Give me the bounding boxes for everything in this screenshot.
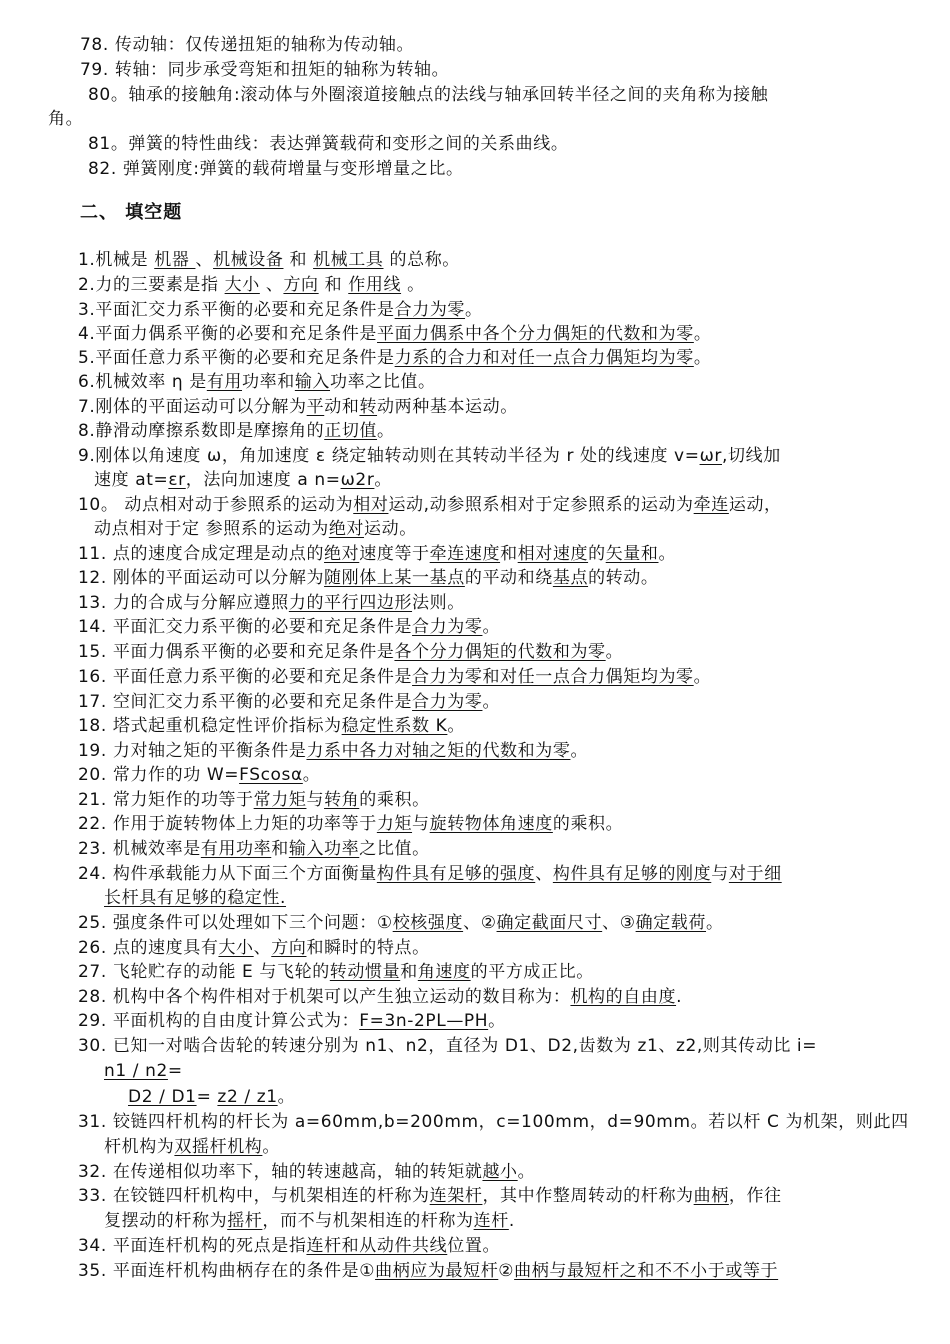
line-text: 1.机械是 bbox=[78, 250, 155, 270]
line-text: 19. 力对轴之矩的平衡条件是 bbox=[78, 741, 307, 761]
answer-blank: 合力为零和对任一点合力偶矩均为零 bbox=[412, 667, 694, 687]
line-text: 2.力的三要素是指 bbox=[78, 275, 225, 295]
line-text: 的总称。 bbox=[383, 250, 460, 270]
line-text: 5.平面任意力系平衡的必要和充足条件是 bbox=[78, 348, 395, 368]
text-line bbox=[78, 837, 430, 861]
line-text: 18. 塔式起重机稳定性评价指标为 bbox=[78, 716, 342, 736]
answer-blank: n1 / n2 bbox=[104, 1061, 168, 1081]
answer-blank: FScosα bbox=[239, 765, 303, 785]
answer-blank: 构件具有足够的强度 bbox=[376, 864, 536, 884]
text-line bbox=[104, 886, 286, 910]
answer-blank: 校核强度 bbox=[392, 913, 464, 933]
answer-blank: 牵连速度 bbox=[429, 544, 501, 564]
answer-blank: 合力为零 bbox=[412, 692, 483, 712]
answer-blank: 大小 bbox=[224, 275, 260, 295]
line-text: = bbox=[196, 1087, 218, 1107]
line-text: . bbox=[508, 1211, 515, 1231]
line-text: 和 bbox=[500, 544, 518, 564]
text-line bbox=[104, 1059, 183, 1083]
line-text: . bbox=[676, 987, 683, 1007]
answer-blank: 常力矩 bbox=[253, 790, 307, 810]
text-line bbox=[78, 395, 518, 419]
answer-blank: 连杆 bbox=[473, 1211, 509, 1231]
text-line bbox=[78, 248, 460, 272]
answer-blank: 方向 bbox=[271, 938, 307, 958]
line-text: 。 bbox=[488, 1011, 506, 1031]
line-text: 32. 在传递相似功率下，轴的转速越高，轴的转矩就 bbox=[78, 1162, 483, 1182]
answer-blank: 作用线 bbox=[348, 275, 402, 295]
answer-blank: 对于细 bbox=[728, 864, 782, 884]
text-line bbox=[80, 33, 414, 57]
text-line bbox=[78, 960, 594, 984]
line-text: 速度等于 bbox=[359, 544, 430, 564]
line-text: 。 bbox=[377, 421, 395, 441]
section-heading bbox=[80, 201, 182, 225]
line-text: 、 bbox=[259, 275, 284, 295]
answer-blank: 平 bbox=[306, 397, 325, 417]
line-text: 35. 平面连杆机构曲柄存在的条件是① bbox=[78, 1261, 376, 1281]
line-text: 13. 力的合成与分解应遵照 bbox=[78, 593, 289, 613]
line-text: 11. 点的速度合成定理是动点的 bbox=[78, 544, 325, 564]
line-text: 29. 平面机构的自由度计算公式为： bbox=[78, 1011, 360, 1031]
text-line bbox=[78, 542, 676, 566]
answer-blank: 转动惯量 bbox=[329, 962, 401, 982]
line-text: 复摆动的杆称为 bbox=[104, 1211, 228, 1231]
answer-blank: 合力为零 bbox=[394, 300, 466, 320]
text-line bbox=[78, 739, 588, 763]
answer-blank: 有用功率 bbox=[200, 839, 272, 859]
line-text: 79. 转轴：同步承受弯矩和扭矩的轴称为转轴。 bbox=[80, 60, 450, 80]
line-text: 33. 在铰链四杆机构中，与机架相连的杆称为 bbox=[78, 1186, 430, 1206]
answer-blank: D2 / D1 bbox=[128, 1087, 197, 1107]
line-text: ，而不与机架相连的杆称为 bbox=[262, 1211, 474, 1231]
text-line bbox=[78, 419, 395, 443]
text-line bbox=[78, 1009, 506, 1033]
line-text: 和 bbox=[271, 839, 289, 859]
line-text: 。 bbox=[570, 741, 589, 761]
answer-blank: 曲柄应为最短杆 bbox=[375, 1261, 499, 1281]
line-text: ，作往 bbox=[728, 1186, 782, 1206]
text-line bbox=[78, 862, 782, 886]
answer-blank: 力矩 bbox=[376, 814, 413, 834]
line-text: 15. 平面力偶系平衡的必要和充足条件是 bbox=[78, 642, 395, 662]
text-line bbox=[94, 468, 392, 492]
answer-blank: 双摇杆机构 bbox=[174, 1137, 263, 1157]
answer-blank: 基点 bbox=[552, 568, 589, 588]
line-text: 25. 强度条件可以处理如下三个问题：① bbox=[78, 913, 393, 933]
line-text: 7.刚体的平面运动可以分解为 bbox=[78, 397, 307, 417]
line-text: 二、 填空题 bbox=[80, 202, 183, 223]
text-line bbox=[78, 1259, 778, 1283]
text-line bbox=[78, 493, 782, 517]
line-text: 与 bbox=[412, 814, 430, 834]
line-text: 。 bbox=[465, 300, 483, 320]
answer-blank: ωr bbox=[699, 446, 722, 466]
line-text: 运动。 bbox=[364, 519, 417, 539]
answer-blank: 摇杆 bbox=[227, 1211, 263, 1231]
answer-blank: ω2r bbox=[340, 470, 375, 490]
line-text: 。 bbox=[605, 642, 624, 662]
answer-blank: 曲柄与最短杆之和不不小于或等于 bbox=[514, 1261, 779, 1281]
line-text: 和 bbox=[400, 962, 418, 982]
line-text: 12. 刚体的平面运动可以分解为 bbox=[78, 568, 325, 588]
line-text: 。 bbox=[693, 667, 712, 687]
line-text: 8.静滑动摩擦系数即是摩擦角的 bbox=[78, 421, 325, 441]
line-text: 81。弹簧的特性曲线：表达弹簧载荷和变形之间的关系曲线。 bbox=[88, 134, 569, 154]
line-text: 14. 平面汇交力系平衡的必要和充足条件是 bbox=[78, 617, 413, 637]
answer-blank: 确定载荷 bbox=[635, 913, 707, 933]
answer-blank: 输入 bbox=[294, 372, 331, 392]
text-line bbox=[78, 615, 500, 639]
text-line bbox=[104, 1135, 280, 1159]
line-text: 3.平面汇交力系平衡的必要和充足条件是 bbox=[78, 300, 395, 320]
answer-blank: 力的平行四边形 bbox=[288, 593, 413, 613]
line-text: 17. 空间汇交力系平衡的必要和充足条件是 bbox=[78, 692, 413, 712]
line-text: 与 bbox=[711, 864, 729, 884]
text-line bbox=[80, 58, 449, 82]
line-text: 。 bbox=[447, 716, 466, 736]
line-text: 22. 作用于旋转物体上力矩的功率等于 bbox=[78, 814, 377, 834]
line-text: 和 bbox=[283, 250, 314, 270]
line-text: 。 bbox=[482, 692, 501, 712]
answer-blank: εr bbox=[168, 470, 186, 490]
line-text: 23. 机械效率是 bbox=[78, 839, 201, 859]
line-text: 。 bbox=[401, 275, 425, 295]
line-text: 。 bbox=[262, 1137, 281, 1157]
line-text: 功率之比值。 bbox=[330, 372, 436, 392]
answer-blank: 随刚体上某一基点 bbox=[324, 568, 465, 588]
answer-blank: 越小 bbox=[482, 1162, 518, 1182]
text-line bbox=[48, 107, 83, 131]
text-line bbox=[78, 1110, 909, 1134]
answer-blank: 有用 bbox=[206, 372, 243, 392]
answer-blank: 相对 bbox=[353, 495, 389, 515]
line-text: 。 bbox=[482, 617, 501, 637]
line-text: 。 bbox=[706, 913, 724, 933]
line-text: 、 bbox=[253, 938, 272, 958]
line-text: 位置。 bbox=[447, 1236, 501, 1256]
answer-blank: 正切值 bbox=[324, 421, 378, 441]
line-text: 。 bbox=[658, 544, 677, 564]
line-text: 27. 飞轮贮存的动能 E 与飞轮的 bbox=[78, 962, 330, 982]
answer-blank: 转角 bbox=[324, 790, 360, 810]
answer-blank: 平面力偶系中各个分力偶矩的代数和为零 bbox=[377, 324, 694, 344]
text-line bbox=[78, 911, 724, 935]
text-line bbox=[104, 1209, 515, 1233]
line-text: 、 bbox=[195, 250, 214, 270]
answer-blank: 机器 bbox=[154, 250, 196, 270]
line-text: 26. 点的速度具有 bbox=[78, 938, 219, 958]
line-text: ，法向加速度 a n= bbox=[185, 470, 341, 490]
line-text: 和 bbox=[318, 275, 349, 295]
line-text: 30. 已知一对啮合齿轮的转速分别为 n1、n2，直径为 D1、D2,齿数为 z1、z2,则其传动比 i= bbox=[78, 1036, 818, 1056]
answer-blank: 相对速度 bbox=[517, 544, 589, 564]
answer-blank: 输入功率 bbox=[288, 839, 360, 859]
text-line bbox=[78, 298, 483, 322]
line-text: 80。轴承的接触角:滚动体与外圈滚道接触点的法线与轴承回转半径之间的夹角称为接触 bbox=[88, 85, 769, 105]
text-line bbox=[78, 763, 320, 787]
text-line bbox=[78, 273, 425, 297]
line-text: 功率和 bbox=[242, 372, 295, 392]
answer-blank: 机械设备 bbox=[213, 250, 284, 270]
line-text: 。 bbox=[517, 1162, 536, 1182]
line-text: 、 bbox=[535, 864, 553, 884]
line-text: 24. 构件承载能力从下面三个方面衡量 bbox=[78, 864, 377, 884]
answer-blank: 方向 bbox=[283, 275, 319, 295]
text-line bbox=[78, 788, 430, 812]
line-text: 与 bbox=[306, 790, 325, 810]
line-text: 杆机构为 bbox=[104, 1137, 175, 1157]
answer-blank: 力系中各力对轴之矩的代数和为零 bbox=[306, 741, 571, 761]
line-text: 4.平面力偶系平衡的必要和充足条件是 bbox=[78, 324, 378, 344]
answer-blank: 大小 bbox=[218, 938, 254, 958]
line-text: 的转动。 bbox=[588, 568, 659, 588]
text-line bbox=[78, 1234, 500, 1258]
line-text: 法则。 bbox=[412, 593, 465, 613]
line-text: 动点相对于定 参照系的运动为 bbox=[94, 519, 329, 539]
text-line bbox=[78, 322, 711, 346]
line-text: 运动,动参照系相对于定参照系的运动为 bbox=[388, 495, 694, 515]
line-text: 。 bbox=[693, 324, 712, 344]
answer-blank: F=3n-2PL—PH bbox=[359, 1011, 489, 1031]
answer-blank: 连杆和从动件共线 bbox=[306, 1236, 448, 1256]
line-text: 20. 常力作的功 W= bbox=[78, 765, 240, 785]
answer-blank: 牵连 bbox=[693, 495, 729, 515]
line-text: 28. 机构中各个构件相对于机架可以产生独立运动的数目称为： bbox=[78, 987, 571, 1007]
text-line bbox=[78, 665, 711, 689]
text-line bbox=[78, 714, 465, 738]
answer-blank: 力系的合力和对任一点合力偶矩均为零 bbox=[394, 348, 694, 368]
text-line bbox=[78, 1034, 817, 1058]
line-text: 78. 传动轴：仅传递扭矩的轴称为传动轴。 bbox=[80, 35, 415, 55]
line-text: 、② bbox=[463, 913, 497, 933]
line-text: 动和 bbox=[324, 397, 360, 417]
text-line bbox=[88, 157, 464, 181]
line-text: 和瞬时的特点。 bbox=[306, 938, 430, 958]
text-line bbox=[78, 1184, 782, 1208]
line-text: = bbox=[167, 1061, 183, 1081]
line-text: 16. 平面任意力系平衡的必要和充足条件是 bbox=[78, 667, 413, 687]
line-text: 运动， bbox=[728, 495, 782, 515]
line-text: 动两种基本运动。 bbox=[377, 397, 518, 417]
line-text: 82. 弹簧刚度:弹簧的载荷增量与变形增量之比。 bbox=[88, 159, 464, 179]
answer-blank: z2 / z1 bbox=[217, 1087, 278, 1107]
line-text: 角。 bbox=[48, 109, 84, 129]
line-text: 。 bbox=[693, 348, 712, 368]
line-text: 、③ bbox=[602, 913, 636, 933]
text-line bbox=[88, 83, 768, 107]
answer-blank: 稳定性系数 K bbox=[341, 716, 448, 736]
text-line bbox=[78, 812, 623, 836]
answer-blank: 角速度 bbox=[417, 962, 471, 982]
text-line bbox=[94, 517, 417, 541]
text-line bbox=[78, 591, 465, 615]
line-text: 的平方成正比。 bbox=[470, 962, 594, 982]
answer-blank: 矢量和 bbox=[605, 544, 659, 564]
line-text: 。 bbox=[302, 765, 321, 785]
text-line bbox=[128, 1085, 295, 1109]
line-text: 21. 常力矩作的功等于 bbox=[78, 790, 254, 810]
text-line bbox=[78, 370, 436, 394]
line-text: 6.机械效率 η 是 bbox=[78, 372, 207, 392]
line-text: 之比值。 bbox=[359, 839, 430, 859]
answer-blank: 确定截面尺寸 bbox=[496, 913, 603, 933]
line-text: 。 bbox=[277, 1087, 296, 1107]
line-text: 的 bbox=[588, 544, 606, 564]
answer-blank: 旋转物体角速度 bbox=[429, 814, 553, 834]
line-text: 34. 平面连杆机构的死点是指 bbox=[78, 1236, 307, 1256]
text-line bbox=[78, 640, 623, 664]
text-line bbox=[78, 936, 430, 960]
text-line bbox=[78, 566, 658, 590]
answer-blank: 连架杆 bbox=[429, 1186, 483, 1206]
text-line bbox=[78, 690, 500, 714]
answer-blank: 绝对 bbox=[328, 519, 365, 539]
text-line bbox=[78, 1160, 535, 1184]
answer-blank: 机械工具 bbox=[313, 250, 384, 270]
answer-blank: 绝对 bbox=[324, 544, 360, 564]
line-text: 的乘积。 bbox=[552, 814, 624, 834]
line-text: 的乘积。 bbox=[359, 790, 430, 810]
answer-blank: 各个分力偶矩的代数和为零 bbox=[394, 642, 606, 662]
line-text: 的平动和绕 bbox=[464, 568, 553, 588]
line-text: 9.刚体以角速度 ω，角加速度 ε 绕定轴转动则在其转动半径为 r 处的线速度 v= bbox=[78, 446, 700, 466]
text-line bbox=[78, 444, 781, 468]
line-text: ,切线加 bbox=[722, 446, 781, 466]
text-line bbox=[78, 346, 711, 370]
line-text: ，其中作整周转动的杆称为 bbox=[482, 1186, 694, 1206]
answer-blank: 曲柄 bbox=[693, 1186, 729, 1206]
answer-blank: 长杆具有足够的稳定性. bbox=[104, 888, 287, 908]
text-line bbox=[88, 132, 568, 156]
answer-blank: 合力为零 bbox=[412, 617, 483, 637]
line-text: 31. 铰链四杆机构的杆长为 a=60mm,b=200mm，c=100mm，d=90mm。若以杆 C 为机架，则此四 bbox=[78, 1112, 909, 1132]
answer-blank: 转 bbox=[359, 397, 378, 417]
line-text: 。 bbox=[374, 470, 393, 490]
text-line bbox=[78, 985, 682, 1009]
line-text: 10。 动点相对动于参照系的运动为 bbox=[78, 495, 354, 515]
answer-blank: 机构的自由度 bbox=[570, 987, 677, 1007]
line-text: 速度 at= bbox=[94, 470, 169, 490]
answer-blank: 构件具有足够的刚度 bbox=[552, 864, 712, 884]
line-text: ② bbox=[498, 1261, 515, 1281]
